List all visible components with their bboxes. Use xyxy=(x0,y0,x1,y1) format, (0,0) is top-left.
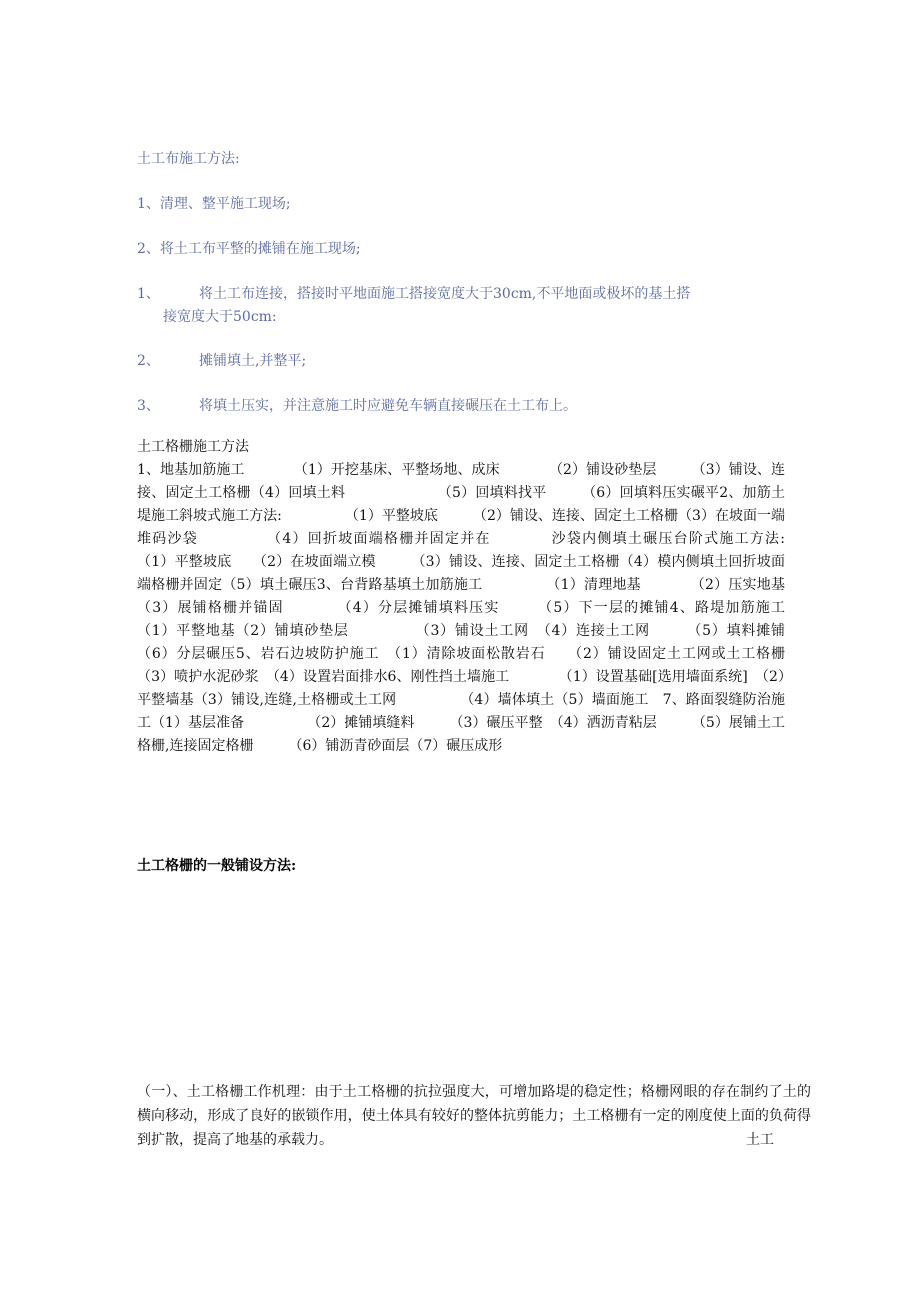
geotextile-substep-2 xyxy=(137,350,306,370)
substep-text: 摊铺填土,并整平; xyxy=(199,353,307,369)
geogrid-body: 1、地基加筋施工 （1）开挖基床、平整场地、成床 （2）铺设砂垫层 （3）铺设、连接、固定土工格栅（4）回填土料 （5）回填料找平 （6）回填料压实碾平2、加筋土堤施工斜坡式施工方法: （1）平整坡底 （2）铺设、连接、固定土工格栅（3）在坡面一端堆码沙袋 （4）回折坡面端格栅并固定并在 沙袋内侧填土碾压台阶式施工方法: （1）平整坡底 （2）在坡面端立模 （3）铺设、连接、固定土工格栅（4）模内侧填土回折坡面端格栅并固定（5）填土碾压3、台背路基填土加筋施工 （1）清理地基 （2）压实地基 （3）展铺格栅并锚固 （4）分层摊铺填料压实 （5）下一层的摊铺4、路堤加筋施工 （1）平整地基（2）铺填砂垫层 （3）铺设土工网 （4）连接土工网 （5）填料摊铺 （6）分层碾压5、岩石边坡防护施工 （1）清除坡面松散岩石 （2）铺设固定土工网或土工格栅 （3）喷护水泥砂浆 （4）设置岩面排水6、刚性挡土墙施工 （1）设置基础[选用墙面系统] （2）平整墙基（3）铺设,连缝,土格栅或土工网 （4）墙体填土（5）墙面施工 7、路面裂缝防治施工（1）基层准备 （2）摊铺填缝料 （3）碾压平整 （4）洒沥青粘层 （5）展铺土工格栅,连接固定格栅 （6）铺沥青砂面层（7）碾压成形 xyxy=(137,462,855,754)
laying-method-heading: 土工格栅的一般铺设方法: xyxy=(137,858,297,874)
substep-text: 将土工布连接，搭接时平地面施工搭接宽度大于30cm,不平地面或极坏的基土搭 xyxy=(199,286,691,302)
geotextile-title: 土工布施工方法: xyxy=(137,151,240,167)
mechanism-paragraph: （一）、土工格栅工作机理：由于土工格栅的抗拉强度大，可增加路堤的稳定性；格栅网眼的存在制约了土的横向移动，形成了良好的嵌锁作用，使土体具有较好的整体抗剪能力；土工格栅有一定的刚度使上面的负荷得到扩散，提高了地基的承载力。 xyxy=(137,1084,811,1148)
geotextile-substep-1 xyxy=(137,283,690,303)
geogrid-section xyxy=(137,436,855,758)
geogrid-title: 土工格栅施工方法 xyxy=(137,439,249,455)
geotextile-step-2: 2、将土工布平整的摊铺在施工现场; xyxy=(137,241,361,257)
geotextile-substep-3 xyxy=(137,395,577,415)
substep-number: 3、 xyxy=(137,398,160,414)
substep-number: 1、 xyxy=(137,286,160,302)
geotextile-substep-1-continued: 接宽度大于50cm: xyxy=(163,309,277,325)
substep-text: 将填土压实，并注意施工时应避免车辆直接碾压在土工布上。 xyxy=(199,398,577,414)
mechanism-trailing-text: 土工 xyxy=(746,1132,774,1148)
geotextile-step-1: 1、清理、整平施工现场; xyxy=(137,196,291,212)
substep-number: 2、 xyxy=(137,353,160,369)
